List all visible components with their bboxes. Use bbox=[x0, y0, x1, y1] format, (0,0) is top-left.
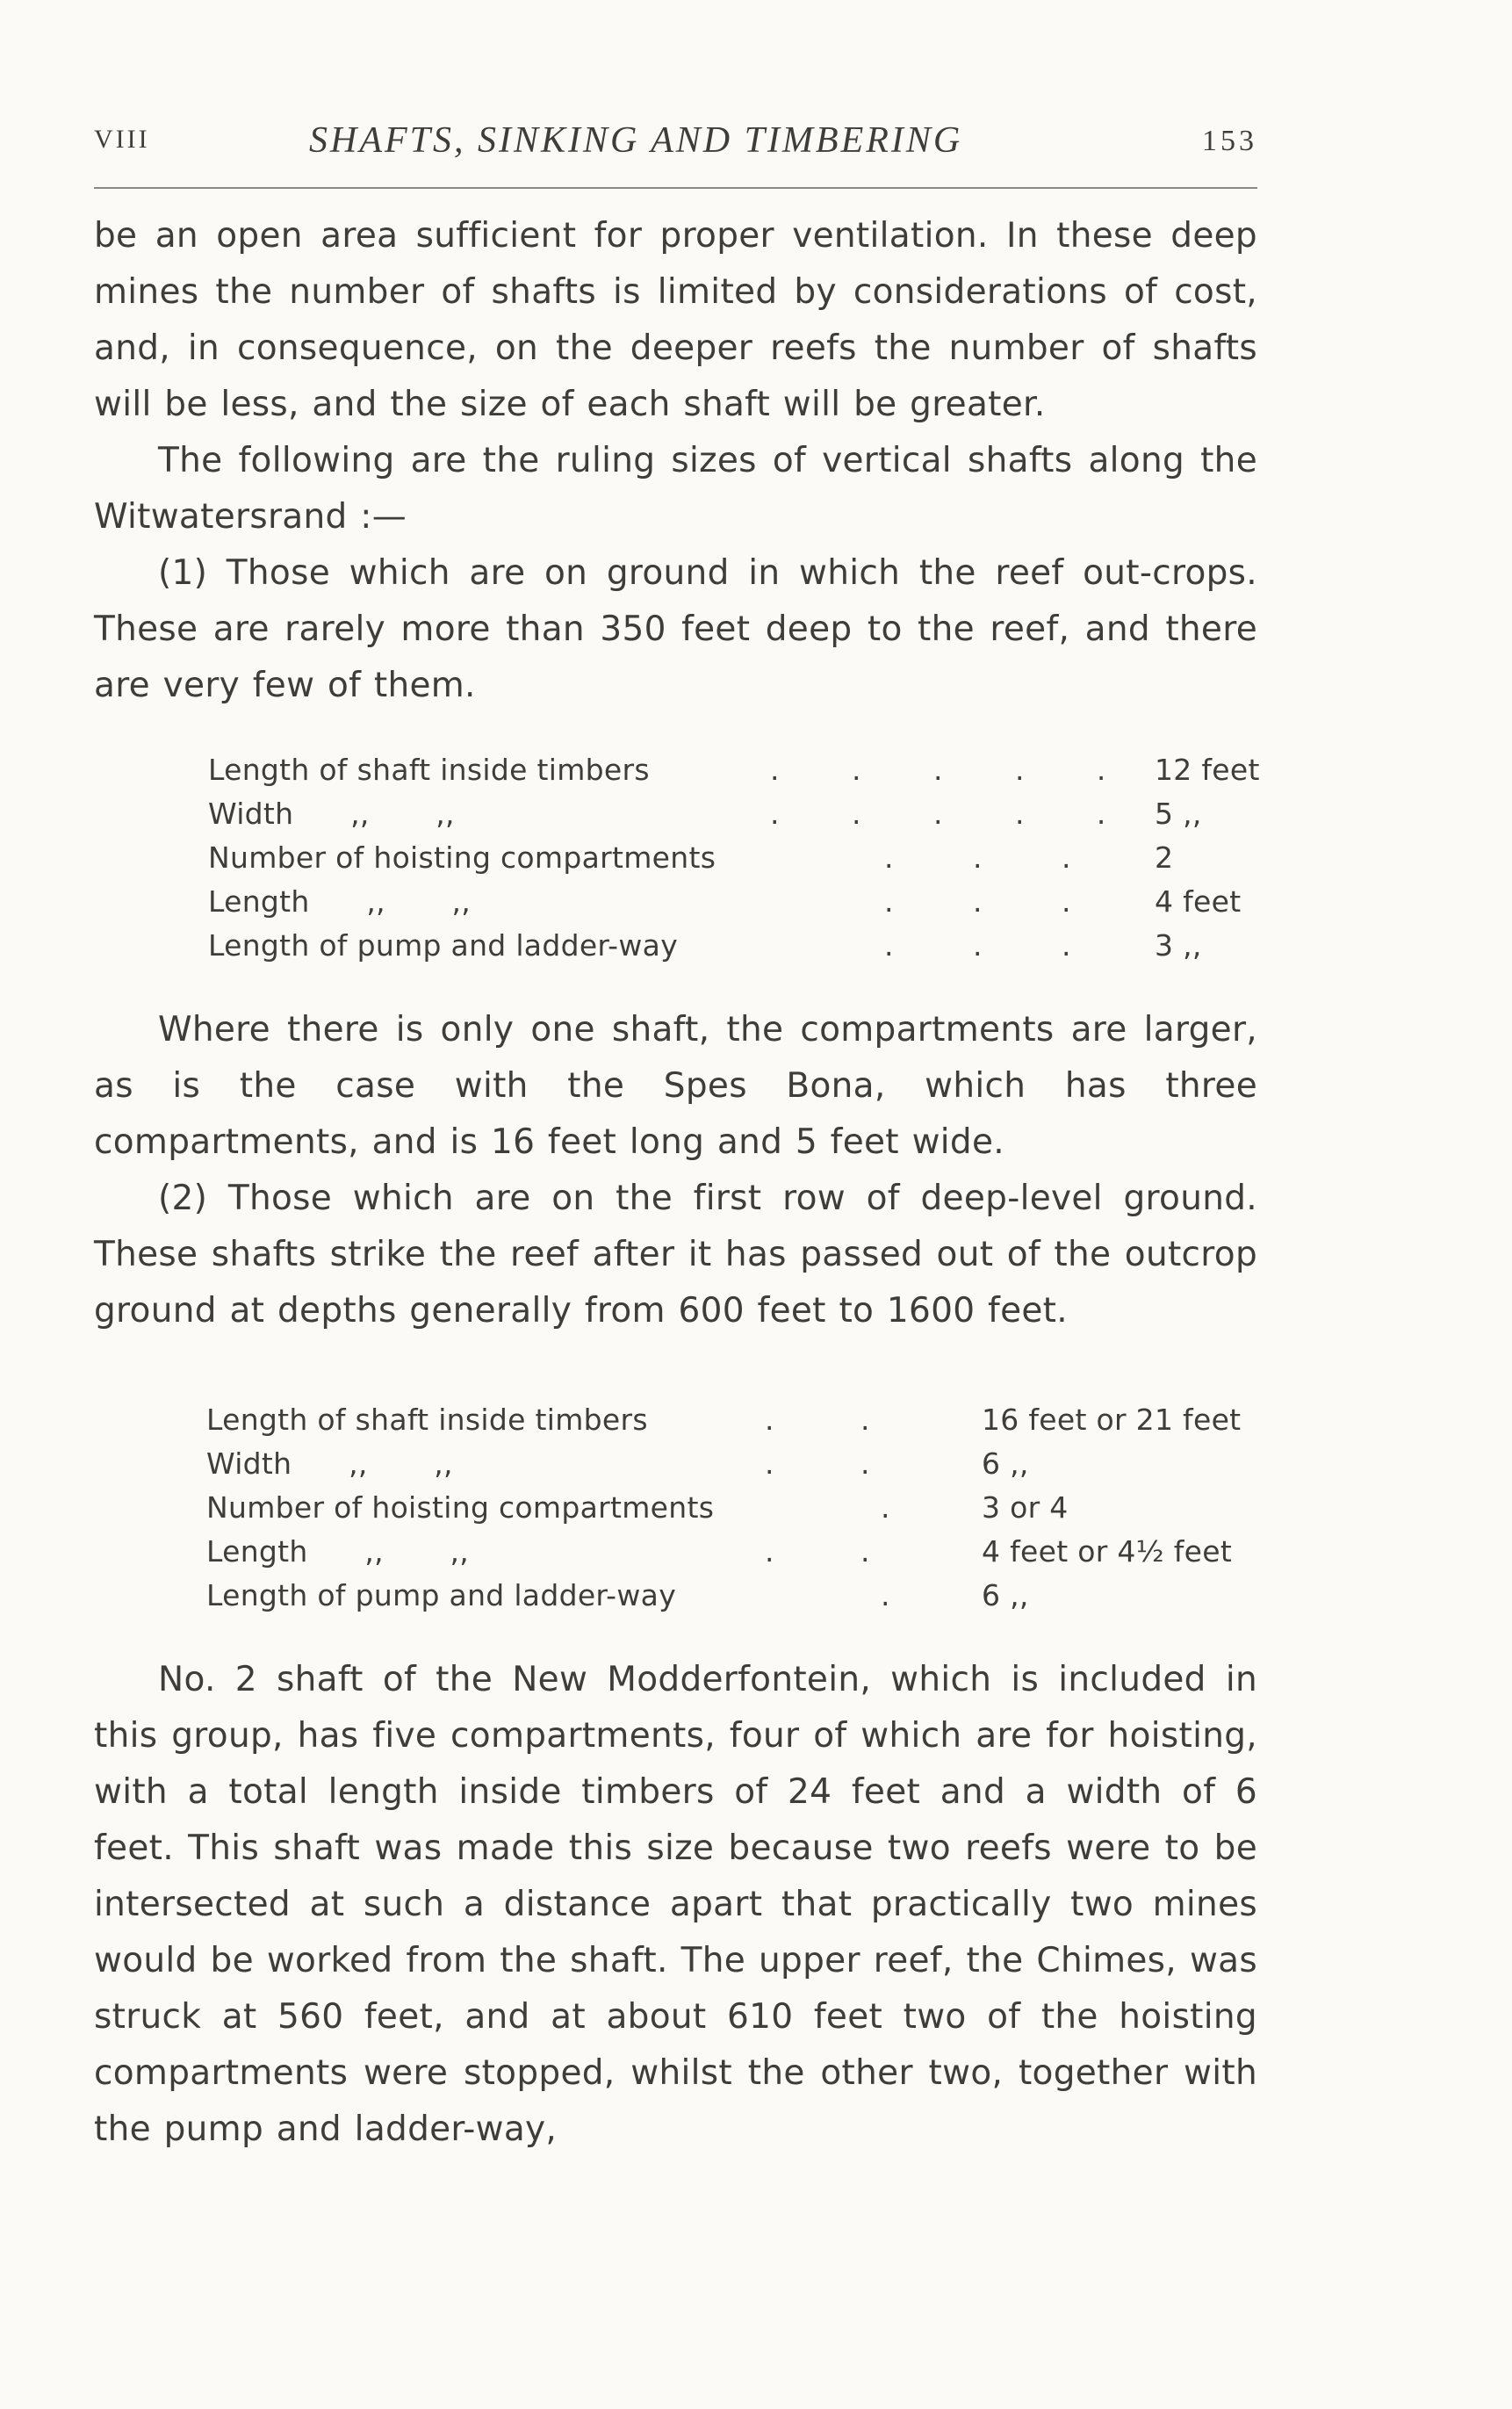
dot-leader: . . bbox=[765, 1403, 909, 1437]
row-label: Length ,, ,, bbox=[206, 1534, 470, 1569]
row-value: 16 feet or 21 feet bbox=[982, 1403, 1242, 1437]
page-number: 153 bbox=[1202, 125, 1257, 157]
row-value: 12 feet bbox=[1155, 753, 1260, 787]
table-row bbox=[208, 924, 1218, 968]
dot-leader: . . . bbox=[884, 884, 1106, 919]
row-value: 6 ,, bbox=[982, 1578, 1029, 1612]
row-label: Length of pump and ladder-way bbox=[206, 1578, 677, 1612]
table-row bbox=[208, 836, 1218, 880]
dot-leader: . . . . . bbox=[770, 797, 1138, 831]
dot-leader: . . . bbox=[884, 840, 1106, 875]
row-value: 4 feet bbox=[1155, 884, 1242, 919]
row-value: 5 ,, bbox=[1155, 797, 1202, 831]
table-deep-level-shafts bbox=[206, 1398, 1242, 1618]
table-row bbox=[208, 792, 1218, 836]
row-label: Length of pump and ladder-way bbox=[208, 928, 679, 963]
running-title: SHAFTS, SINKING AND TIMBERING bbox=[309, 120, 963, 161]
dot-leader: . bbox=[881, 1490, 890, 1525]
row-value: 3 ,, bbox=[1155, 928, 1202, 963]
dot-leader: . . . . . bbox=[770, 753, 1138, 787]
paragraph-new-modderfontein: No. 2 shaft of the New Modderfontein, which is included in this group, has five compartments, four of which are for hoisting, with a total length inside timbers of 24 feet and a width of 6 feet. This shaft was made this size because two reefs were to be intersected at such a distance apart that practically two mines would be worked from the shaft. The upper reef, the Chimes, was struck at 560 feet, and at about 610 feet two of the hoisting compartments were stopped, whilst the other two, together with the pump and ladder-way, bbox=[94, 1660, 1257, 2149]
paragraph-spes-bona: Where there is only one shaft, the compartments are larger, as is the case with the Spes Bona, which has three compartments, and is 16 feet long and 5 feet wide. bbox=[94, 1010, 1257, 1162]
table-row bbox=[206, 1486, 1216, 1530]
chapter-number: VIII bbox=[94, 125, 150, 154]
paragraph-ruling-sizes: The following are the ruling sizes of vertical shafts along the Witwatersrand :— bbox=[94, 441, 1257, 537]
row-value: 4 feet or 4½ feet bbox=[982, 1534, 1233, 1569]
row-value: 2 bbox=[1155, 840, 1174, 875]
row-value: 3 or 4 bbox=[982, 1490, 1069, 1525]
dot-leader: . bbox=[881, 1578, 890, 1612]
page-header bbox=[94, 119, 1257, 172]
row-label: Width ,, ,, bbox=[208, 797, 455, 831]
table-row bbox=[208, 748, 1260, 792]
row-label: Length of shaft inside timbers bbox=[206, 1403, 648, 1437]
table-row bbox=[206, 1530, 1233, 1574]
dot-leader: . . bbox=[765, 1446, 909, 1481]
dot-leader: . . bbox=[765, 1534, 909, 1569]
paragraph-continuation: be an open area sufficient for proper ventilation. In these deep mines the number of shafts is limited by considerations of cost, and, in consequence, on the deeper reefs the number of shafts will be less, and the size of each shaft will be greater. bbox=[94, 216, 1257, 424]
row-value: 6 ,, bbox=[982, 1446, 1029, 1481]
book-page bbox=[94, 0, 1260, 2409]
row-label: Length ,, ,, bbox=[208, 884, 472, 919]
row-label: Number of hoisting compartments bbox=[208, 840, 716, 875]
dot-leader: . . . bbox=[884, 928, 1106, 963]
paragraph-outcrop-shafts: (1) Those which are on ground in which the reef out-crops. These are rarely more than 350 feet deep to the reef, and there are very few of them. bbox=[94, 553, 1257, 705]
table-row bbox=[206, 1442, 1216, 1486]
row-label: Width ,, ,, bbox=[206, 1446, 453, 1481]
table-row bbox=[208, 880, 1242, 924]
header-rule bbox=[94, 187, 1257, 189]
table-outcrop-shafts bbox=[208, 748, 1260, 968]
table-row bbox=[206, 1398, 1242, 1442]
row-label: Number of hoisting compartments bbox=[206, 1490, 715, 1525]
row-label: Length of shaft inside timbers bbox=[208, 753, 650, 787]
paragraph-deep-level: (2) Those which are on the first row of deep-level ground. These shafts strike the reef after it has passed out of the outcrop ground at depths generally from 600 feet to 1600 feet. bbox=[94, 1179, 1257, 1331]
table-row bbox=[206, 1574, 1216, 1618]
